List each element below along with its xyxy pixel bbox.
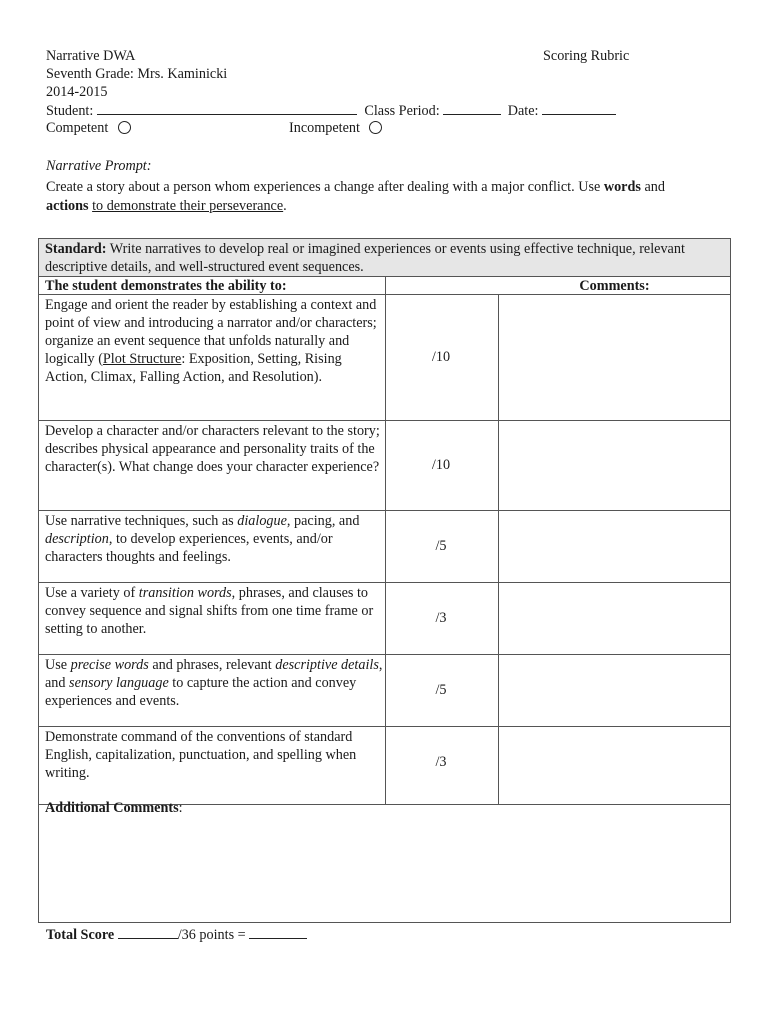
class-period-field[interactable] [443,101,501,115]
criterion-row [45,728,385,782]
criterion-text: , pacing, and [286,513,360,529]
prompt-line-1-text: Create a story about a person whom experiences a change after dealing with a major conflict. Use [46,179,604,195]
total-score-line [46,925,307,944]
criterion-text: Demonstrate command of the conventions of standard English, capitalization, punctuation, and spelling when writing. [45,729,357,781]
criterion-text: transition words [138,585,232,601]
criterion-text: , to develop experiences, events, and/or characters thoughts and feelings. [45,531,333,565]
total-score-label: Total Score [46,927,115,943]
prompt-line-1-end: and [640,179,665,195]
comment-cell[interactable] [499,421,730,510]
comment-cell[interactable] [499,655,730,726]
criterion-score: /10 [431,457,451,473]
rubric-label: Scoring Rubric [543,48,630,64]
standard-label: Standard: [45,241,107,257]
criterion-score: /10 [431,349,451,365]
criterion-text: sensory language [69,675,169,691]
grade-teacher: Seventh Grade: Mrs. Kaminicki [46,66,228,82]
competent-option[interactable] [46,119,131,137]
criterion-text: Use [45,657,71,673]
criterion-score: /3 [435,754,447,770]
prompt-actions: actions [46,198,89,214]
criterion-text: , phrases, and clauses to convey sequence and signal shifts from one time frame or setting to another. [45,585,374,637]
incompetent-label: Incompetent [289,120,360,136]
comment-cell[interactable] [499,583,730,654]
competent-label: Competent [46,120,109,136]
prompt-line-1 [46,178,665,196]
class-period-label: Class Period: [364,103,440,119]
competent-radio[interactable] [118,121,131,134]
comment-cell[interactable] [499,295,730,420]
prompt-line-2 [46,197,287,215]
student-line [46,101,616,120]
criterion-text: description [45,531,109,547]
additional-comments-label [45,799,183,817]
rubric-table [38,238,731,923]
criterion-row [45,296,385,386]
prompt-heading: Narrative Prompt: [46,158,152,174]
criterion-text: dialogue [237,513,287,529]
standard-description: Write narratives to develop real or imagined experiences or events using effective technique, relevant descriptive details, and well-structured event sequences. [45,241,685,275]
criterion-text: , and [45,657,383,691]
comments-header: Comments: [579,278,650,294]
comment-cell[interactable] [499,511,730,582]
student-name-field[interactable] [97,101,357,115]
criterion-row [45,584,385,638]
date-label: Date: [507,103,539,119]
criterion-row [45,512,385,566]
criterion-text: precise words [70,657,149,673]
total-score-field[interactable] [118,925,178,939]
student-label: Student: [46,103,94,119]
additional-comments-area[interactable] [39,819,730,922]
total-percent-field[interactable] [249,925,307,939]
criterion-text: Use a variety of [45,585,139,601]
criterion-row [45,422,385,476]
additional-comments-colon: : [178,800,183,816]
prompt-perseverance: to demonstrate their perseverance [92,198,284,214]
criterion-text: Use narrative techniques, such as [45,513,238,529]
criterion-text: Develop a character and/or characters relevant to the story; describes physical appearance and personality traits of the character(s). What change does your character experience? [45,423,380,475]
total-points-text: /36 points = [177,927,246,943]
criterion-text: Plot Structure [102,351,182,367]
standard-text [45,241,725,276]
criterion-score: /3 [435,610,447,626]
criterion-score: /5 [435,538,447,554]
prompt-words: words [603,179,641,195]
document-title: Narrative DWA [46,48,136,64]
incompetent-option[interactable] [289,119,382,137]
school-year: 2014-2015 [46,84,108,100]
criterion-text: : Exposition, Setting, Rising Action, Climax, Falling Action, and Resolution). [45,351,342,385]
prompt-period: . [283,198,287,214]
incompetent-radio[interactable] [369,121,382,134]
criterion-text: to capture the action and convey experiences and events. [45,675,357,709]
date-field[interactable] [542,101,616,115]
criterion-text: descriptive details [275,657,379,673]
additional-comments-title: Additional Comments [45,800,179,816]
criterion-row [45,656,385,710]
criterion-score: /5 [435,682,447,698]
comment-cell[interactable] [499,727,730,804]
ability-header: The student demonstrates the ability to: [45,278,287,294]
criterion-text: Engage and orient the reader by establishing a context and point of view and introducing a narrator and/or characters; organize an event sequence that unfolds naturally and logically ( [45,297,377,367]
criterion-text: and phrases, relevant [148,657,276,673]
